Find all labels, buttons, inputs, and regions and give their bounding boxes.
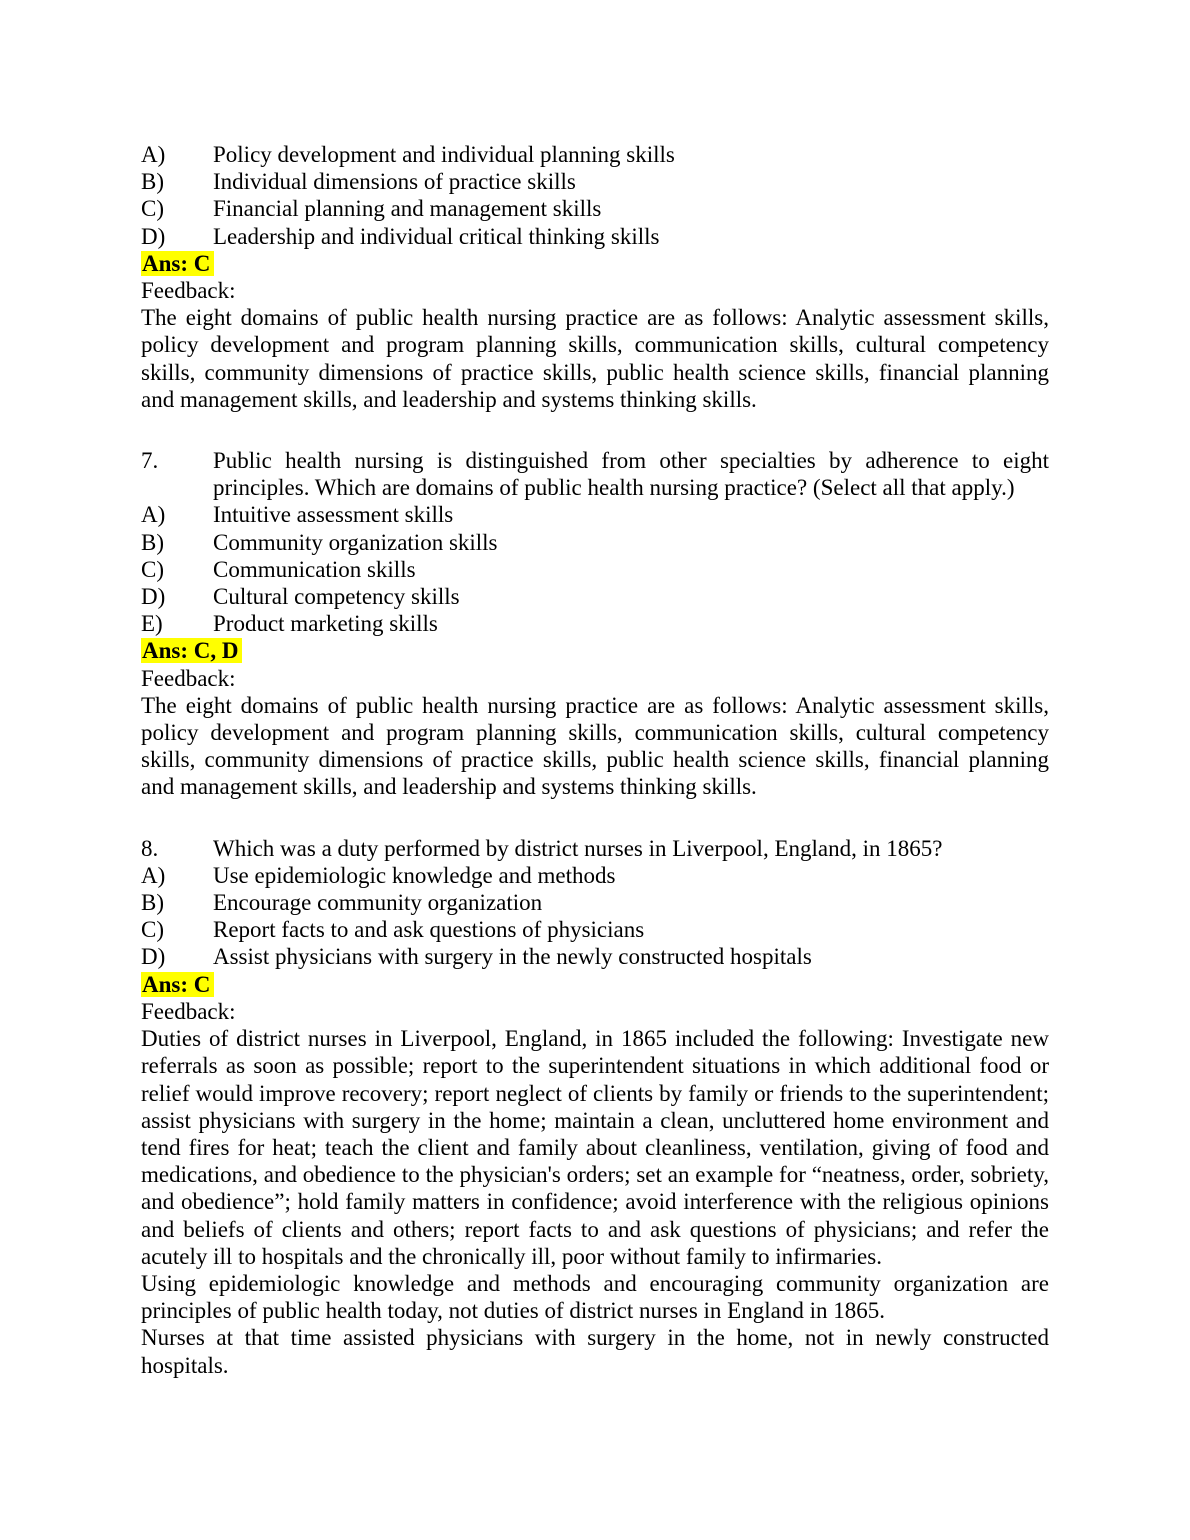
- option-row: [141, 195, 1049, 222]
- question-6-block: [141, 141, 1049, 413]
- option-letter: B): [141, 890, 164, 916]
- option-letter: C): [141, 917, 164, 943]
- option-row: [141, 501, 1049, 528]
- option-row: [141, 916, 1049, 943]
- option-row: [141, 862, 1049, 889]
- option-text: Leadership and individual critical thinking skills: [213, 223, 660, 249]
- feedback-paragraph: Nurses at that time assisted physicians with surgery in the home, not in newly constructed hospitals.: [141, 1325, 1049, 1378]
- option-row: [141, 943, 1049, 970]
- feedback-paragraph: The eight domains of public health nursing practice are as follows: Analytic assessment skills, policy development and program planning skills, communication skills, cultural competency skills, community dimensions of practice skills, public health science skills, financial planning and management skills, and leadership and systems thinking skills.: [141, 692, 1049, 800]
- option-text: Assist physicians with surgery in the newly constructed hospitals: [213, 944, 812, 970]
- option-letter: D): [141, 584, 166, 610]
- option-letter: C): [141, 556, 164, 582]
- option-text: Intuitive assessment skills: [213, 502, 454, 528]
- option-letter: A): [141, 862, 166, 888]
- option-letter: B): [141, 169, 164, 195]
- option-letter: D): [141, 223, 166, 249]
- option-letter: E): [141, 611, 163, 637]
- option-row: [141, 168, 1049, 195]
- option-text: Report facts to and ask questions of physicians: [213, 917, 645, 943]
- option-text: Cultural competency skills: [213, 584, 460, 610]
- option-letter: A): [141, 502, 166, 528]
- question-row: [141, 447, 1049, 501]
- answer-highlight: Ans: C, D: [141, 638, 242, 663]
- answer-line: [141, 971, 1049, 998]
- feedback-paragraph: Duties of district nurses in Liverpool, England, in 1865 included the following: Investigate new referrals as soon as possible; report to the superintendent situations in which additional food or relief would improve recovery; report neglect of clients by family or friends to the superintendent; assist physicians with surgery in the home; maintain a clean, uncluttered home environment and tend fires for heat; teach the client and family about cleanliness, ventilation, giving of food and medications, and obedience to the physician's orders; set an example for “neatness, order, sobriety, and obedience”; hold family matters in confidence; avoid interference with the religious opinions and beliefs of clients and others; report facts to and ask questions of physicians; and refer the acutely ill to hospitals and the chronically ill, poor without family to infirmaries.: [141, 1026, 1049, 1269]
- option-letter: D): [141, 944, 166, 970]
- option-letter: B): [141, 529, 164, 555]
- option-text: Use epidemiologic knowledge and methods: [213, 862, 616, 888]
- option-text: Community organization skills: [213, 529, 498, 555]
- option-letter: C): [141, 196, 164, 222]
- option-row: [141, 223, 1049, 250]
- question-text: Public health nursing is distinguished from other specialties by adherence to eight principles. Which are domains of public health nursing practice? (Select all that apply.): [213, 448, 1049, 501]
- option-row: [141, 610, 1049, 637]
- question-row: [141, 835, 1049, 862]
- option-text: Financial planning and management skills: [213, 196, 602, 222]
- question-number: 8.: [141, 835, 159, 861]
- answer-highlight: Ans: C: [141, 251, 214, 276]
- option-row: [141, 556, 1049, 583]
- option-row: [141, 141, 1049, 168]
- option-row: [141, 583, 1049, 610]
- option-row: [141, 529, 1049, 556]
- option-letter: A): [141, 142, 166, 167]
- answer-line: [141, 250, 1049, 277]
- option-text: Product marketing skills: [213, 611, 438, 637]
- option-text: Individual dimensions of practice skills: [213, 169, 576, 195]
- question-text: Which was a duty performed by district nurses in Liverpool, England, in 1865?: [213, 835, 943, 861]
- feedback-label: Feedback:: [141, 665, 236, 691]
- option-text: Policy development and individual planning skills: [213, 142, 675, 167]
- feedback-label: Feedback:: [141, 998, 236, 1024]
- option-row: [141, 889, 1049, 916]
- option-text: Encourage community organization: [213, 890, 543, 916]
- answer-highlight: Ans: C: [141, 972, 214, 997]
- feedback-paragraph: Using epidemiologic knowledge and methods and encouraging community organization are principles of public health today, not duties of district nurses in England in 1865.: [141, 1270, 1049, 1324]
- feedback-label: Feedback:: [141, 278, 236, 304]
- question-7-block: [141, 447, 1049, 801]
- question-number: 7.: [141, 448, 159, 474]
- answer-line: [141, 637, 1049, 664]
- question-8-block: [141, 835, 1049, 1379]
- feedback-paragraph: The eight domains of public health nursing practice are as follows: Analytic assessment skills, policy development and program planning skills, communication skills, cultural competency skills, community dimensions of practice skills, public health science skills, financial planning and management skills, and leadership and systems thinking skills.: [141, 305, 1049, 412]
- option-text: Communication skills: [213, 556, 416, 582]
